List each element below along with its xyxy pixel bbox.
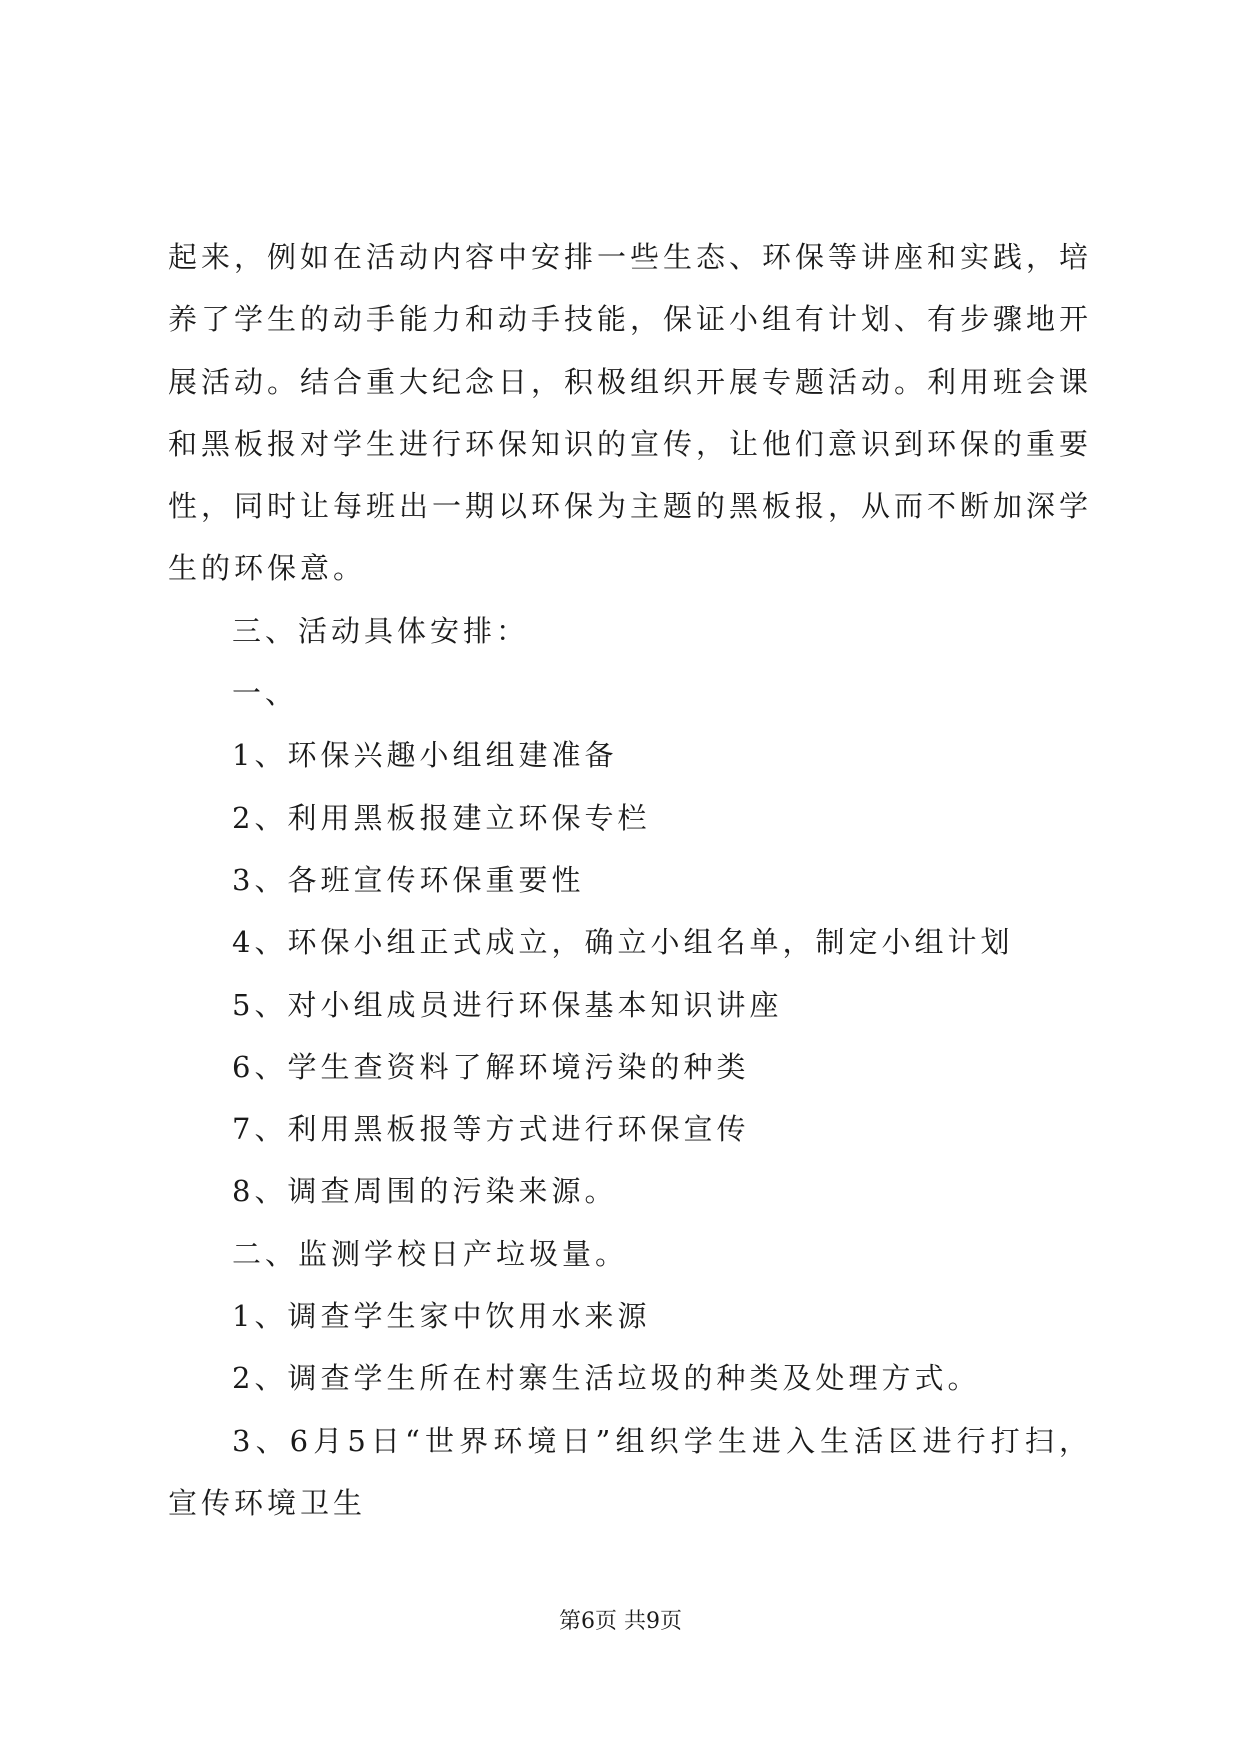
list-item: 8、调查周围的污染来源。 — [232, 1174, 618, 1209]
list-item: 5、对小组成员进行环保基本知识讲座 — [232, 987, 783, 1022]
subsection-heading: 一、 — [232, 676, 299, 711]
list-item: 1、调查学生家中饮用水来源 — [232, 1299, 651, 1334]
list-item: 7、利用黑板报等方式进行环保宣传 — [232, 1112, 750, 1147]
paragraph-line: 养了学生的动手能力和动手技能，保证小组有计划、有步骤地开 — [168, 302, 1088, 337]
list-item: 1、环保兴趣小组组建准备 — [232, 738, 618, 773]
section-heading: 三、活动具体安排： — [232, 613, 530, 648]
list-item: 3、各班宣传环保重要性 — [232, 862, 585, 897]
list-item: 2、调查学生所在村寨生活垃圾的种类及处理方式。 — [232, 1361, 981, 1396]
paragraph-line: 性，同时让每班出一期以环保为主题的黑板报，从而不断加深学 — [168, 489, 1088, 524]
paragraph-line: 生的环保意。 — [168, 551, 367, 586]
list-item: 4、环保小组正式成立，确立小组名单，制定小组计划 — [232, 925, 1014, 960]
paragraph-line: 和黑板报对学生进行环保知识的宣传，让他们意识到环保的重要 — [168, 426, 1088, 461]
paragraph-line: 起来，例如在活动内容中安排一些生态、环保等讲座和实践，培 — [168, 240, 1088, 274]
list-item: 2、利用黑板报建立环保专栏 — [232, 800, 651, 835]
subsection-heading: 二、监测学校日产垃圾量。 — [232, 1236, 629, 1271]
list-item-continuation: 宣传环境卫生 — [168, 1485, 367, 1520]
page-number-footer: 第6页 共9页 — [559, 1609, 682, 1634]
list-item: 3、6月5日“世界环境日”组织学生进入生活区进行打扫， — [232, 1423, 1088, 1458]
paragraph-line: 展活动。结合重大纪念日，积极组织开展专题活动。利用班会课 — [168, 364, 1088, 399]
list-item: 6、学生查资料了解环境污染的种类 — [232, 1049, 750, 1084]
document-body — [168, 226, 1088, 1534]
